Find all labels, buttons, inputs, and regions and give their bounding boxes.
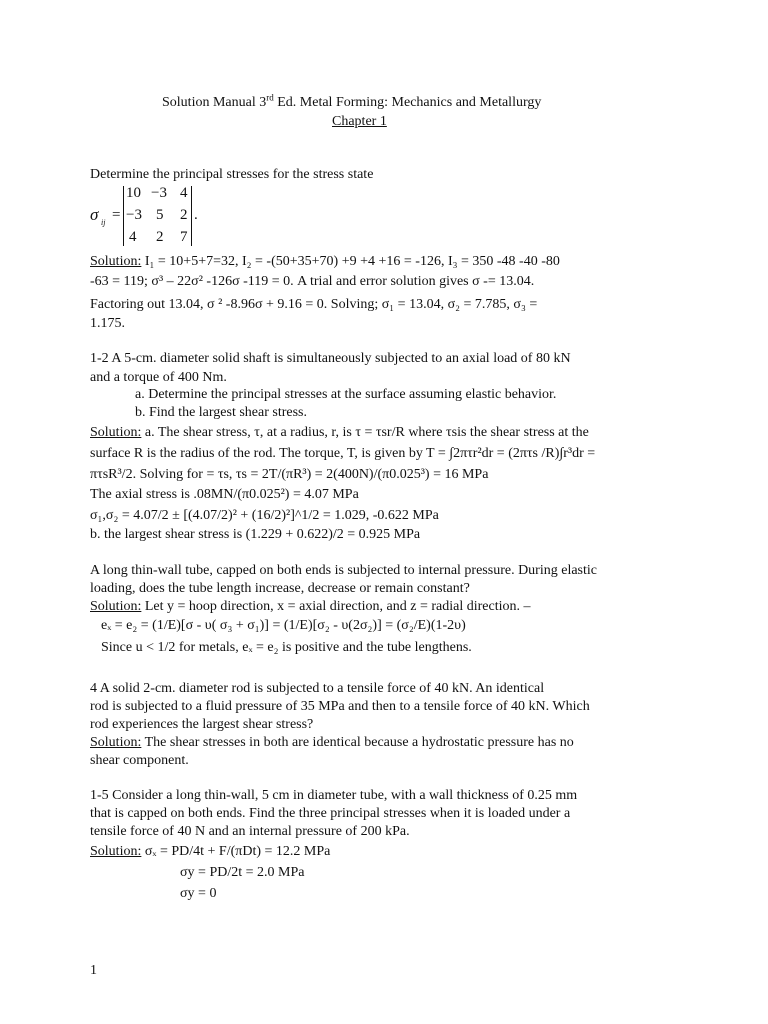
solution-label: Solution: [90, 254, 142, 269]
problem-2-item-a: a. Determine the principal stresses at the surface assuming elastic behavior. [135, 387, 557, 402]
problem-2-solution-line: The axial stress is .08MN/(π0.025²) = 4.07 MPa [90, 487, 359, 502]
matrix-cell: −3 [151, 185, 167, 201]
stress-matrix [90, 184, 210, 248]
problem-2-solution-line: πτsR³/2. Solving for = τs, τs = 2T/(πR³) = 2(400N)/(π0.025³) = 16 MPa [90, 467, 489, 482]
problem-5-statement: tensile force of 40 N and an internal pressure of 200 kPa. [90, 824, 410, 839]
matrix-cell: −3 [126, 207, 142, 223]
problem-2-solution-line: σ₁,σ₂ = 4.07/2 ± [(4.07/2)² + (16/2)²]^1/2 = 1.029, -0.622 MPa [90, 508, 439, 523]
matrix-equals: = [112, 207, 121, 223]
matrix-cell: 5 [156, 207, 164, 223]
matrix-left-bar [123, 186, 124, 246]
problem-3-solution-line: Solution: Let y = hoop direction, x = axial direction, and z = radial direction. – [90, 599, 531, 614]
problem-2-solution-line: surface R is the radius of the rod. The torque, T, is given by T = ∫2πτr²dr = (2πτs /R)∫r³dr = [90, 446, 596, 461]
matrix-cell: 4 [180, 185, 188, 201]
problem-1-solution-line: -63 = 119; σ³ – 22σ² -126σ -119 = 0. A trial and error solution gives σ -= 13.04. [90, 274, 535, 289]
problem-5-statement: 1-5 Consider a long thin-wall, 5 cm in diameter tube, with a wall thickness of 0.25 mm [90, 788, 578, 803]
problem-5-statement: that is capped on both ends. Find the three principal stresses when it is loaded under a [90, 806, 571, 821]
problem-2-statement: 1-2 A 5-cm. diameter solid shaft is simultaneously subjected to an axial load of 80 kN [90, 351, 571, 366]
problem-2-item-b: b. Find the largest shear stress. [135, 405, 307, 420]
problem-5-solution-line: Solution: σₓ = PD/4t + F/(πDt) = 12.2 MPa [90, 844, 331, 859]
chapter-heading: Chapter 1 [332, 114, 387, 129]
problem-1-solution-line: Solution: I₁ = 10+5+7=32, I₂ = -(50+35+70) +9 +4 +16 = -126, I₃ = 350 -48 -40 -80 [90, 254, 560, 269]
document-title [162, 94, 541, 112]
title-text: Solution Manual 3 [162, 95, 267, 110]
problem-4-statement: rod experiences the largest shear stress? [90, 717, 314, 732]
solution-label: Solution: [90, 844, 142, 859]
problem-4-solution-line: Solution: The shear stresses in both are identical because a hydrostatic pressure has no [90, 735, 574, 750]
problem-3-solution-line: Since u < 1/2 for metals, eₓ = e₂ is positive and the tube lengthens. [101, 640, 472, 655]
matrix-cell: 10 [126, 185, 141, 201]
matrix-cell: 4 [129, 229, 137, 245]
problem-1-solution-line: 1.175. [90, 316, 125, 331]
title-superscript: rd [266, 92, 274, 103]
matrix-cell: 2 [156, 229, 164, 245]
problem-3-solution-line: eₓ = e₂ = (1/E)[σ - υ( σ₃ + σ₁)] = (1/E)[σ₂ - υ(2σ₂)] = (σ₂/E)(1-2υ) [101, 618, 466, 633]
problem-4-statement: 4 A solid 2-cm. diameter rod is subjected to a tensile force of 40 kN. An identical [90, 681, 545, 696]
problem-2-solution-line: b. the largest shear stress is (1.229 + 0.622)/2 = 0.925 MPa [90, 527, 421, 542]
problem-5-solution-line: σy = 0 [180, 886, 217, 901]
problem-1-intro: Determine the principal stresses for the stress state [90, 167, 374, 182]
problem-1-solution-line: Factoring out 13.04, σ ² -8.96σ + 9.16 = 0. Solving; σ₁ = 13.04, σ₂ = 7.785, σ₃ = [90, 297, 538, 312]
problem-3-statement: A long thin-wall tube, capped on both ends is subjected to internal pressure. During elastic [90, 563, 597, 578]
matrix-period: . [194, 207, 198, 223]
matrix-right-bar [191, 186, 192, 246]
matrix-symbol: σ [90, 205, 99, 224]
problem-5-solution-line: σy = PD/2t = 2.0 MPa [180, 865, 305, 880]
matrix-cell: 7 [180, 229, 188, 245]
solution-label: Solution: [90, 735, 142, 750]
problem-2-statement: and a torque of 400 Nm. [90, 370, 227, 385]
title-text-rest: Ed. Metal Forming: Mechanics and Metallurgy [273, 95, 542, 110]
matrix-cell: 2 [180, 207, 188, 223]
problem-3-statement: loading, does the tube length increase, decrease or remain constant? [90, 581, 470, 596]
problem-4-solution-line: shear component. [90, 753, 189, 768]
page-number: 1 [90, 963, 97, 978]
matrix-subscript: ij [101, 218, 106, 227]
problem-4-statement: rod is subjected to a fluid pressure of 35 MPa and then to a tensile force of 40 kN. Which [90, 699, 590, 714]
solution-label: Solution: [90, 425, 142, 440]
problem-2-solution-line: Solution: a. The shear stress, τ, at a radius, r, is τ = τsr/R where τsis the shear stress at the [90, 425, 589, 440]
solution-label: Solution: [90, 599, 142, 614]
